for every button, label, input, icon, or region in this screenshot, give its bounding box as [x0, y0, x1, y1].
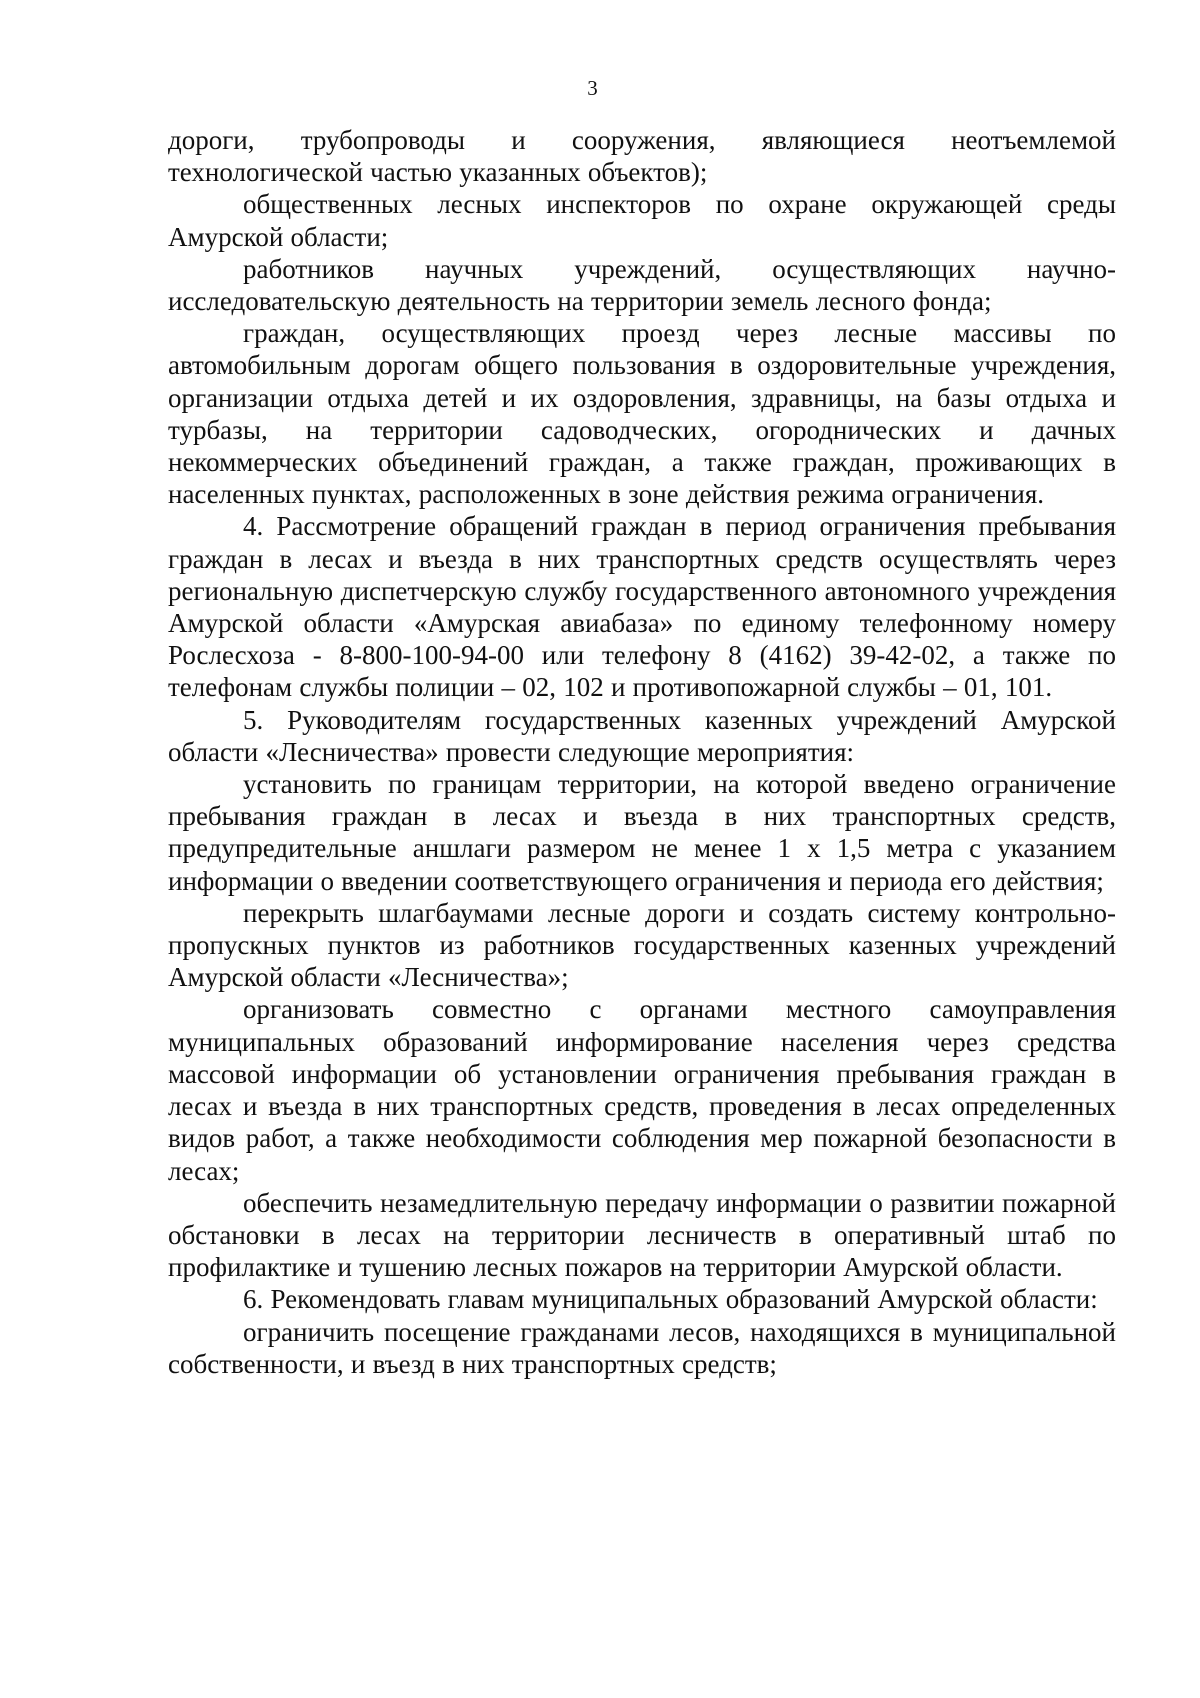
paragraph-citizens-passage: граждан, осуществляющих проезд через лесные массивы по автомобильным дорогам общего пользования в оздоровительные учреждения, организации отдыха детей и их оздоровления, здравницы, на базы отдыха и турбазы, на территории садоводческих, огороднических и дачных некоммерческих объединений граждан, а также граждан, проживающих в населенных пунктах, расположенных в зоне действия режима ограничения. [168, 318, 1116, 510]
paragraph-media-informing: организовать совместно с органами местного самоуправления муниципальных образований информирование населения через средства массовой информации об установлении ограничения пребывания граждан в лесах и въезда в них транспортных средств, проведения в лесах определенных видов работ, а также необходимости соблюдения мер пожарной безопасности в лесах; [168, 994, 1116, 1186]
paragraph-item-4-appeals: 4. Рассмотрение обращений граждан в период ограничения пребывания граждан в лесах и въезда в них транспортных средств осуществлять через региональную диспетчерскую службу государственного автономного учреждения Амурской области «Амурская авиабаза» по единому телефонному номеру Рослесхоза - 8-800-100-94-00 или телефону 8 (4162) 39-42-02, а также по телефонам службы полиции – 02, 102 и противопожарной службы – 01, 101. [168, 511, 1116, 703]
paragraph-item-5-forestries: 5. Руководителям государственных казенных учреждений Амурской области «Лесничества» провести следующие мероприятия: [168, 704, 1116, 767]
page-number: 3 [587, 76, 598, 100]
document-body [168, 124, 1116, 1380]
paragraph-warning-signs: установить по границам территории, на которой введено ограничение пребывания граждан в лесах и въезда в них транспортных средств, предупредительные аншлаги размером не менее 1 х 1,5 метра с указанием информации о введении соответствующего ограничения и периода его действия; [168, 769, 1116, 896]
paragraph-fire-reporting: обеспечить незамедлительную передачу информации о развитии пожарной обстановки в лесах на территории лесничеств в оперативный штаб по профилактике и тушению лесных пожаров на территории Амурской области. [168, 1187, 1116, 1283]
paragraph-public-inspectors: общественных лесных инспекторов по охране окружающей среды Амурской области; [168, 189, 1116, 252]
paragraph-barriers-checkpoints: перекрыть шлагбаумами лесные дороги и создать систему контрольно-пропускных пунктов из работников государственных казенных учреждений Амурской области «Лесничества»; [168, 897, 1116, 993]
paragraph-roads-continuation: дороги, трубопроводы и сооружения, являющиеся неотъемлемой технологической частью указанных объектов); [168, 125, 1116, 188]
paragraph-restrict-visits: ограничить посещение гражданами лесов, находящихся в муниципальной собственности, и въезд в них транспортных средств; [168, 1316, 1116, 1379]
paragraph-research-workers: работников научных учреждений, осуществляющих научно-исследовательскую деятельность на территории земель лесного фонда; [168, 253, 1116, 317]
paragraph-item-6-municipal-heads: 6. Рекомендовать главам муниципальных образований Амурской области: [243, 1284, 1098, 1315]
